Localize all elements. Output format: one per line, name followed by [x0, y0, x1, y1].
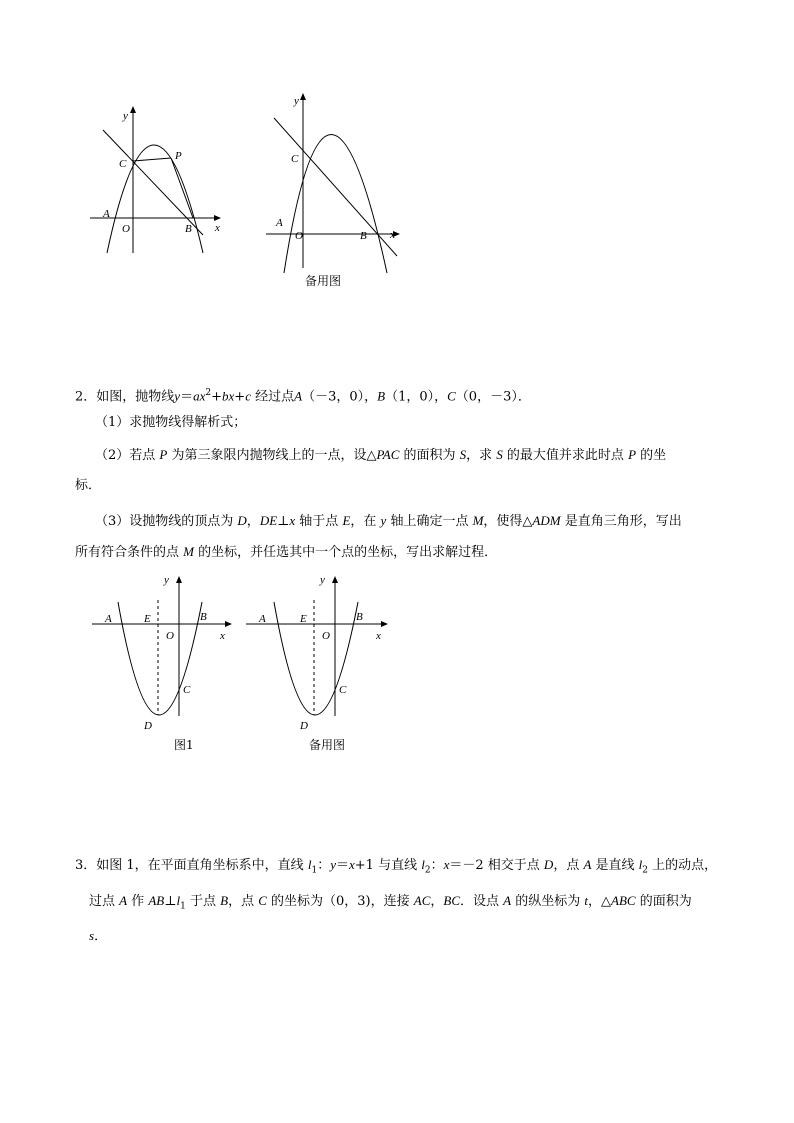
parabola	[274, 602, 358, 715]
label-d: D	[144, 720, 152, 732]
caption-spare-figure-2: 备用图	[309, 738, 346, 752]
figure-top-right	[262, 88, 412, 273]
label-b: B	[200, 611, 207, 623]
problem-3-text: 3．如图 1，在平面直角坐标系中，直线 $l_1$：y＝x+1 与直线 $l_2$：x＝－2 相交于点 D，点 A 是直线 $l_2$ 上的动点， 过点 A 作 $AB\perp l_1$ 于点 B，点 C 的坐标为（0，3)，连接 AC，BC．设点 A 的纵坐标为 t，△ABC 的面积为 s．	[75, 857, 718, 945]
label-d: D	[300, 720, 308, 732]
figure-mid-left	[88, 572, 238, 732]
label-a: A	[103, 208, 110, 220]
segment-cp	[133, 158, 171, 161]
caption-spare-figure-1: 备用图	[305, 274, 342, 288]
label-c: C	[291, 153, 299, 165]
figure-top-left	[85, 95, 235, 260]
label-a: A	[105, 613, 112, 625]
line-bc	[103, 130, 203, 235]
label-a: A	[259, 613, 266, 625]
label-b: B	[360, 230, 367, 242]
label-e: E	[300, 613, 307, 625]
problem-2-stem: 2．如图，抛物线$y=ax^2+bx+c$ 经过点A（－3，0），B（1，0），C（0，－3）．	[75, 388, 531, 405]
label-p: P	[175, 150, 182, 162]
problem-2-q1: （1）求抛物线得解析式；	[95, 415, 247, 430]
label-o: O	[322, 630, 330, 642]
segment-pb	[171, 158, 193, 218]
label-x: x	[215, 222, 220, 234]
label-o: O	[122, 223, 130, 235]
problem-2-q2: （2）若点 P 为第三象限内抛物线上的一点，设△PAC 的面积为 S，求 S 的最大值并求此时点 P 的坐 标．	[75, 447, 667, 493]
label-b: B	[356, 611, 363, 623]
label-e: E	[144, 613, 151, 625]
label-y: y	[123, 110, 128, 122]
label-x: x	[220, 630, 225, 642]
label-x: x	[376, 630, 381, 642]
problem-2-q3: （3）设抛物线的顶点为 D，DE⊥x 轴于点 E，在 y 轴上确定一点 M，使得△ADM 是直角三角形，写出 所有符合条件的点 M 的坐标，并任选其中一个点的坐标，写出求解过程．	[75, 513, 682, 560]
label-c: C	[339, 684, 347, 696]
label-a: A	[276, 217, 283, 229]
parabola	[118, 602, 202, 715]
line-bc	[274, 118, 397, 256]
caption-figure-1: 图1	[174, 738, 194, 752]
parabola	[284, 135, 387, 274]
label-c: C	[183, 684, 191, 696]
figure-mid-right	[244, 572, 394, 732]
label-o: O	[295, 230, 303, 242]
label-c: C	[119, 158, 127, 170]
label-y: y	[294, 95, 299, 107]
label-o: O	[166, 630, 174, 642]
label-y: y	[164, 574, 169, 586]
label-b: B	[185, 223, 192, 235]
label-y: y	[320, 574, 325, 586]
label-x: x	[390, 229, 395, 241]
